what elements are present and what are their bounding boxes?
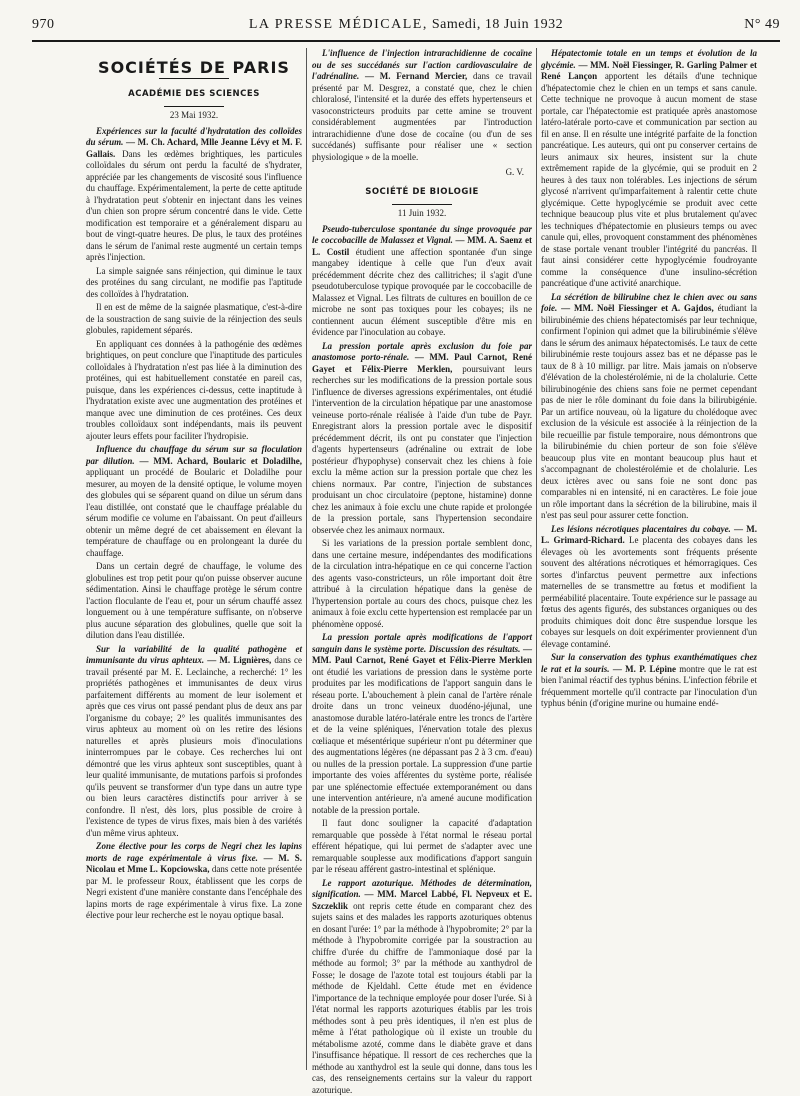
paper-abstract	[86, 841, 302, 922]
column-3	[541, 48, 757, 1074]
paper-abstract	[541, 48, 757, 290]
paper-title: La sécrétion de bilirubine chez le chien avec ou sans foie.	[541, 292, 757, 314]
header-rule	[32, 40, 780, 42]
paper-text: dans cette note présentée par M. le professeur Roux, établissent que les corps de Negri existent d'une manière constante dans l'encéphale des lapins morts de rage expérimentale à virus fixe. La zone élective pour leur recherche est le noyau optique basal.	[86, 864, 302, 920]
paper-authors: — M. P. Lépine	[613, 664, 676, 674]
paper-text: dans ce travail présenté par M. Desgrez, a constaté que, chez le chien chloralosé, l'intensité et la durée des effets hypertenseurs et vasoconstricteurs produits par cette amine se trouvent considérablement augmentées par l'introduction intrarachidienne d'une dose de cocaïne (ou d'un de ses succédanés) suffisante pour réaliser une « section physiologique » de la moelle.	[312, 71, 532, 162]
signature: G. V.	[312, 167, 524, 179]
paper-abstract	[312, 341, 532, 537]
issue-date: Samedi, 18 Juin 1932	[432, 17, 563, 32]
paper-authors: — MM. A. Saenz et L. Costil	[312, 235, 532, 257]
section-title: SOCIÉTÉS DE PARIS	[86, 62, 302, 74]
paper-title: Les lésions nécrotiques placentaires du cobaye.	[551, 524, 731, 534]
paper-abstract	[312, 878, 532, 1096]
paper-text: Dans les œdèmes brightiques, les particules colloïdales du sérum ont perdu la faculté de s'hydrater, appréciée par les changements de viscosité sous l'influence du chauffage. Expérimentalement, la perte de cette aptitude à l'hydratation peut s'obtenir en injectant dans les veines d'un chien son propre sérum concentré dans le vide. Cette modification est temporaire et a généralement disparu au bout de vingt-quatre heures. De plus, le taux des protéines dans le sérum de l'animal reste augmenté un certain temps après l'injection.	[86, 149, 302, 263]
paper-title: L'influence de l'injection intrarachidienne de cocaïne ou de ses succédanés sur l'action cardiovasculaire de l'adrénaline.	[312, 48, 532, 81]
header-center	[32, 17, 780, 33]
heading-rule	[164, 106, 224, 107]
paper-paragraph: La simple saignée sans réinjection, qui diminue le taux des protéines du sang circulant, ne modifie pas l'aptitude des colloïdes à l'hydratation.	[86, 266, 302, 301]
paper-title: Zone élective pour les corps de Negri chez les lapins morts de rage expérimentale à virus fixe.	[86, 841, 302, 863]
paper-abstract	[541, 652, 757, 710]
column-divider	[306, 48, 307, 1070]
paper-text: ont étudié les variations de pression dans le système porte produites par les modifications de l'apport sanguin dans le réseau porte. L'abouchement à plein canal de l'artère rénale droite dans un tronc veineux duodéno-jéjunal, une anastomose durable latéro-latérale entre les troncs de l'artère et de la veine spléniques, l'énervation totale des plexus cœliaque et mésentérique supérieur n'ont pu déterminer que des augmentations légères (ne dépassant pas 2 à 3 cm. d'eau) ou nulles de la pression portale. La suppression d'une partie importante des voies afférentes du système porte, réalisée par une splénectomie effectuée extemporanément ou dans une intervention antérieure, n'a amené aucune modification notable de la pression portale.	[312, 667, 532, 815]
page-header	[32, 10, 780, 40]
paper-paragraph: Il en est de même de la saignée plasmatique, c'est-à-dire de la soustraction de sang suivie de la réinjection des seuls globules, rapidement séparés.	[86, 302, 302, 337]
paper-authors: — M. Fernand Mercier,	[365, 71, 467, 81]
paper-authors: — M. Ch. Achard, Mlle Jeanne Lévy et M. F. Gallais.	[86, 137, 302, 159]
paper-authors: — MM. Marcel Labbé, Fl. Nepveux et E. Szczeklik	[312, 889, 532, 911]
paper-text: apportent les détails d'une technique d'hépatectomie chez le chien en un temps et sans canule. Cette technique ne provoque à aucun moment de stase portale, car l'hépatectomie est pratiquée après anastomose latéro-latérale porto-cave et communication par section au fil en anse. Il en résulte une intégrité parfaite de la fonction pancréatique. Les auteurs, qui ont pu conserver certains de leurs animaux six heures, insistent sur la chute extrêmement rapide de la glycémie, qui se produit en 2 heures à des taux non tolérables. Les injections de sérum glycosé n'arrivent qu'imparfaitement à ralentir cette chute glycémique. Cette hypoglycémie se produit avec cette technique beaucoup plus vite et plus brutalement qu'avec les techniques d'hépatectomie en plusieurs temps ou avec canule qui, elles, provoquent constamment des phénomènes de stase portale venant troubler l'intégrité du pancréas. Il faut ainsi considérer cette hypoglycémie foudroyante comme la conséquence d'une insulino-sécrétion pancréatique d'une activité anarchique.	[541, 71, 757, 288]
paper-abstract	[86, 644, 302, 840]
paper-authors: — MM. Achard, Boularic et Doladilhe,	[139, 456, 302, 466]
paper-authors: — M. S. Nicolau et Mme L. Kopciowska,	[86, 853, 302, 875]
paper-text: Le placenta des cobayes dans les élevages où les avortements sont fréquents présente souvent des altérations nécrotiques et hémorragiques. Ces sortes d'infarctus peuvent permettre aux infections maternelles de se transmettre au fœtus et modifient la perméabilité placentaire. Toute expérience sur le passage au fœtus des agents figurés, des substances organiques ou des produits chimiques doit donc être suspendue lorsque les cobayes sur lesquels on doit expérimenter proviennent d'un élevage contaminé.	[541, 535, 757, 649]
column-1	[86, 48, 302, 1074]
society-heading: ACADÉMIE DES SCIENCES	[86, 89, 302, 101]
paper-paragraph: Il faut donc souligner la capacité d'adaptation remarquable que possède à l'état normal le réseau portal efférent hépatique, qui lui permet de s'adapter avec une remarquable souplesse aux modifications d'apport sanguin par le réseau afférent gastro-intestinal et splénique.	[312, 818, 532, 876]
paper-text: étudient une affection spontanée d'un singe mangabey identique à celle que l'un d'eux avait précédemment décrite chez des callitriches; il s'agit d'une pseudotuberculose typique provoquée par le coccobacille de Malassez et Vignal. Les filtrats de cultures en bouillon de ce microbe ne sont pas toxiques pour les cobayes; ils ne contiennent aucun élément susceptible d'être mis en évidence par l'inoculation au cobaye.	[312, 247, 532, 338]
column-2	[312, 48, 532, 1074]
paper-authors: — MM. Noël Fiessinger, R. Garling Palmer et René Lançon	[541, 60, 757, 82]
paper-abstract	[312, 632, 532, 816]
paper-authors: — M. L. Grimard-Richard.	[541, 524, 757, 546]
issue-number: N° 49	[744, 17, 780, 33]
paper-title: Le rapport azoturique. Méthodes de détermination, signification.	[312, 878, 532, 900]
paper-text: appliquant un procédé de Boularic et Doladilhe pour mesurer, au moyen de la densité optique, le volume moyen des globules qui se séparent quand on dilue un sérum dans l'eau distillée, ont constaté que le chauffage préalable du sérum modifie ce volume en l'abaissant. On peut d'ailleurs obtenir un même degré de cet abaissement en élevant la température de chauffage ou en prolongeant la durée du chauffage.	[86, 467, 302, 558]
society-heading: SOCIÉTÉ DE BIOLOGIE	[312, 187, 532, 199]
paper-title: Hépatectomie totale en un temps et évolution de la glycémie.	[541, 48, 757, 70]
paper-paragraph: En appliquant ces données à la pathogénie des œdèmes brightiques, on peut conclure que l'inaptitude des particules colloïdales à l'hydratation n'est pas liée à la diminution des protéines, qui est habituellement constatée en pareil cas, puisque, dans les expériences ci-dessus, cette inaptitude à l'hydratation existe avec une augmentation des protéines et manque avec une diminution de ces protéines. Ces deux troubles colloïdaux sont indépendants, mais ils peuvent ajouter leurs effets pour faciliter l'hydropisie.	[86, 339, 302, 443]
paper-abstract	[312, 48, 532, 163]
page-number: 970	[32, 17, 55, 33]
paper-text: poursuivant leurs recherches sur les modifications de la pression portale sous l'influence de diverses agressions expérimentales, ont étudié l'intervention de la circulation hépatique par une anastomose veineuse porto-rénale réalisée à l'aide d'un tube de Payr. Enregistrant alors la pression portale avec le dispositif précédemment décrit, ils ont pu constater que l'injection d'agents hypertenseurs (adrénaline ou extrait de lobe postérieur d'hypophyse) conservait chez les chiens à foie exclu la même action sur la pression portale que chez les chiens normaux. Par contre, l'injection de substances produisant un choc circulatoire (peptone, histamine) donne chez les animaux à foie exclu une chute rapide et prolongée de la pression portale, sans l'hypertension secondaire observée chez les animaux normaux.	[312, 364, 532, 535]
publication-name: LA PRESSE MÉDICALE,	[249, 17, 428, 32]
paper-paragraph: Si les variations de la pression portale semblent donc, dans une certaine mesure, indépendantes des modifications de la circulation intra-hépatique en ce qui concerne l'action des agents vaso-constricteurs, un rôle important doit être attribué à la circulation hépatique dans la genèse de l'hypertension portale au cours des chocs, puisque chez les animaux à foie exclu cette hypertension est remplacée par un phénomène opposé.	[312, 538, 532, 630]
paper-title: Influence du chauffage du sérum sur sa floculation par dilution.	[86, 444, 302, 466]
paper-title: Sur la conservation des typhus exanthématiques chez le rat et la souris.	[541, 652, 757, 674]
paper-abstract	[86, 126, 302, 264]
paper-text: étudiant la bilirubinémie des chiens hépatectomisés par leur technique, confirment l'opinion qui admet que la bilirubinémie s'élève dans le sérum des animaux hépatectomisés. Le taux de cette bilirubinémie reste toujours assez bas et ne dépasse pas le taux de 8 à 10 milligr. par litre. Mais jamais on n'observe d'élévation de la cholestérolémie, ni de la cholalurie. Cette bilirubinogénie des chiens sans foie ne permet cependant pas de nier le rôle dominant du foie dans la bilirubigénie. Par un artifice nouveau, où la ligature du cholédoque avec exclusion de la vésicule est associée à la réinjection de la bile recueillie par fistule temporaire, nous démontrons que la bilirubinémie du chien porteur de son foie s'élève beaucoup plus vite en montant beaucoup plus haut et s'accompagnant de cholestérolémie et de cholalurie. Les deux ictères avec ou sans foie ne sont donc pas comparables ni en intensité, ni en caractères. Le foie joue un rôle important dans la sécrétion de la bilirubine, mais il n'est pas seul pour assurer cette fonction.	[541, 303, 757, 520]
paper-title: Expériences sur la faculté d'hydratation des colloïdes du sérum.	[86, 126, 302, 148]
paper-abstract	[541, 292, 757, 522]
session-date: 11 Juin 1932.	[312, 208, 532, 220]
paper-abstract	[541, 524, 757, 651]
paper-title: Sur la variabilité de la qualité pathogène et immunisante du virus aphteux.	[86, 644, 302, 666]
paper-text: montre que le rat est bien l'animal réactif des typhus bénins. L'infection fébrile et fréquemment mortelle qu'il contracte par l'inoculation d'un typhus bénin (d'origine murine ou humaine endé-	[541, 664, 757, 709]
paper-authors: — M. Lignières,	[207, 655, 271, 665]
paper-title: La pression portale après modifications de l'apport sanguin dans le système porte. Discussion des résultats.	[312, 632, 532, 654]
session-date: 23 Mai 1932.	[86, 110, 302, 122]
paper-abstract	[312, 224, 532, 339]
paper-abstract	[86, 444, 302, 559]
title-rule	[159, 78, 229, 79]
paper-paragraph: Dans un certain degré de chauffage, le volume des globulines est trop petit pour qu'on puisse observer aucune sédimentation. Ainsi le chauffage protège le sérum contre l'action floculante de l'eau et, pour un sérum chauffé assez longuement ou à une température suffisante, on n'observe plus aucune séparation des globulines, quelle que soit la dilution dans l'eau distillée.	[86, 561, 302, 642]
paper-authors: — MM. Paul Carnot, René Gayet et Félix-Pierre Merklen,	[312, 352, 532, 374]
heading-rule	[392, 204, 452, 205]
paper-authors: — MM. Paul Carnot, René Gayet et Félix-Pierre Merklen	[312, 644, 532, 666]
paper-title: La pression portale après exclusion du foie par anastomose porto-rénale.	[312, 341, 532, 363]
column-divider	[536, 48, 537, 1070]
paper-title: Pseudo-tuberculose spontanée du singe provoquée par le coccobacille de Malassez et Vignal.	[312, 224, 532, 246]
paper-text: dans ce travail présenté par M. E. Leclainche, a recherché: 1° les propriétés pathogènes et immunisantes de deux virus parfaitement différents au moment de leur isolement et après que ces virus ont passé pendant plus de deux ans par l'organisme du cobaye; 2° les qualités immunisantes des virus aphteux au moment où on les retire des lésions naturelles et après plusieurs mois d'inoculations ininterrompues par le cobaye. Ces recherches lui ont démontré que les virus aphteux sont susceptibles, quant à leur qualité immunisante, de mutations parfois si profondes qu'ils peuvent se transformer d'un type dans un autre type ou bien leurs caractères distinctifs pour arriver à se confondre. Il n'est, dès lors, plus possible de croire à l'existence de types de virus fixes, mais bien à des variétés d'un même virus aphteux.	[86, 655, 302, 838]
paper-authors: — MM. Noël Fiessinger et A. Gajdos,	[561, 303, 714, 313]
paper-text: ont repris cette étude en comparant chez des sujets sains et des malades les rapports azoturiques obtenus en dosant l'urée: 1° par la méthode à l'hypobromite; 2° par la méthode à l'hypobromite corrigée par la soustraction au chiffre d'urée du chiffre de l'ammoniaque dosé par la méthode au formol; 3° par la méthode au xanthydrol de Fosse; le dosage de l'azote total est toujours établi par la méthode de Kjeldahl. Cette étude met en évidence l'importance de la technique employée pour doser l'urée. Si à l'état normal les rapports azoturiques établis par les trois méthodes sont à peu près identiques, il n'en est plus de même à l'état pathologique où il existe un trouble du métabolisme azoté, comme dans le diabète grave et dans l'insuffisance hépatique. Il ressort de ces recherches que la méthode au xanthydrol est la seule qui donne, dans tous les cas, des renseignements certains sur la valeur du rapport azoturique.	[312, 901, 532, 1095]
